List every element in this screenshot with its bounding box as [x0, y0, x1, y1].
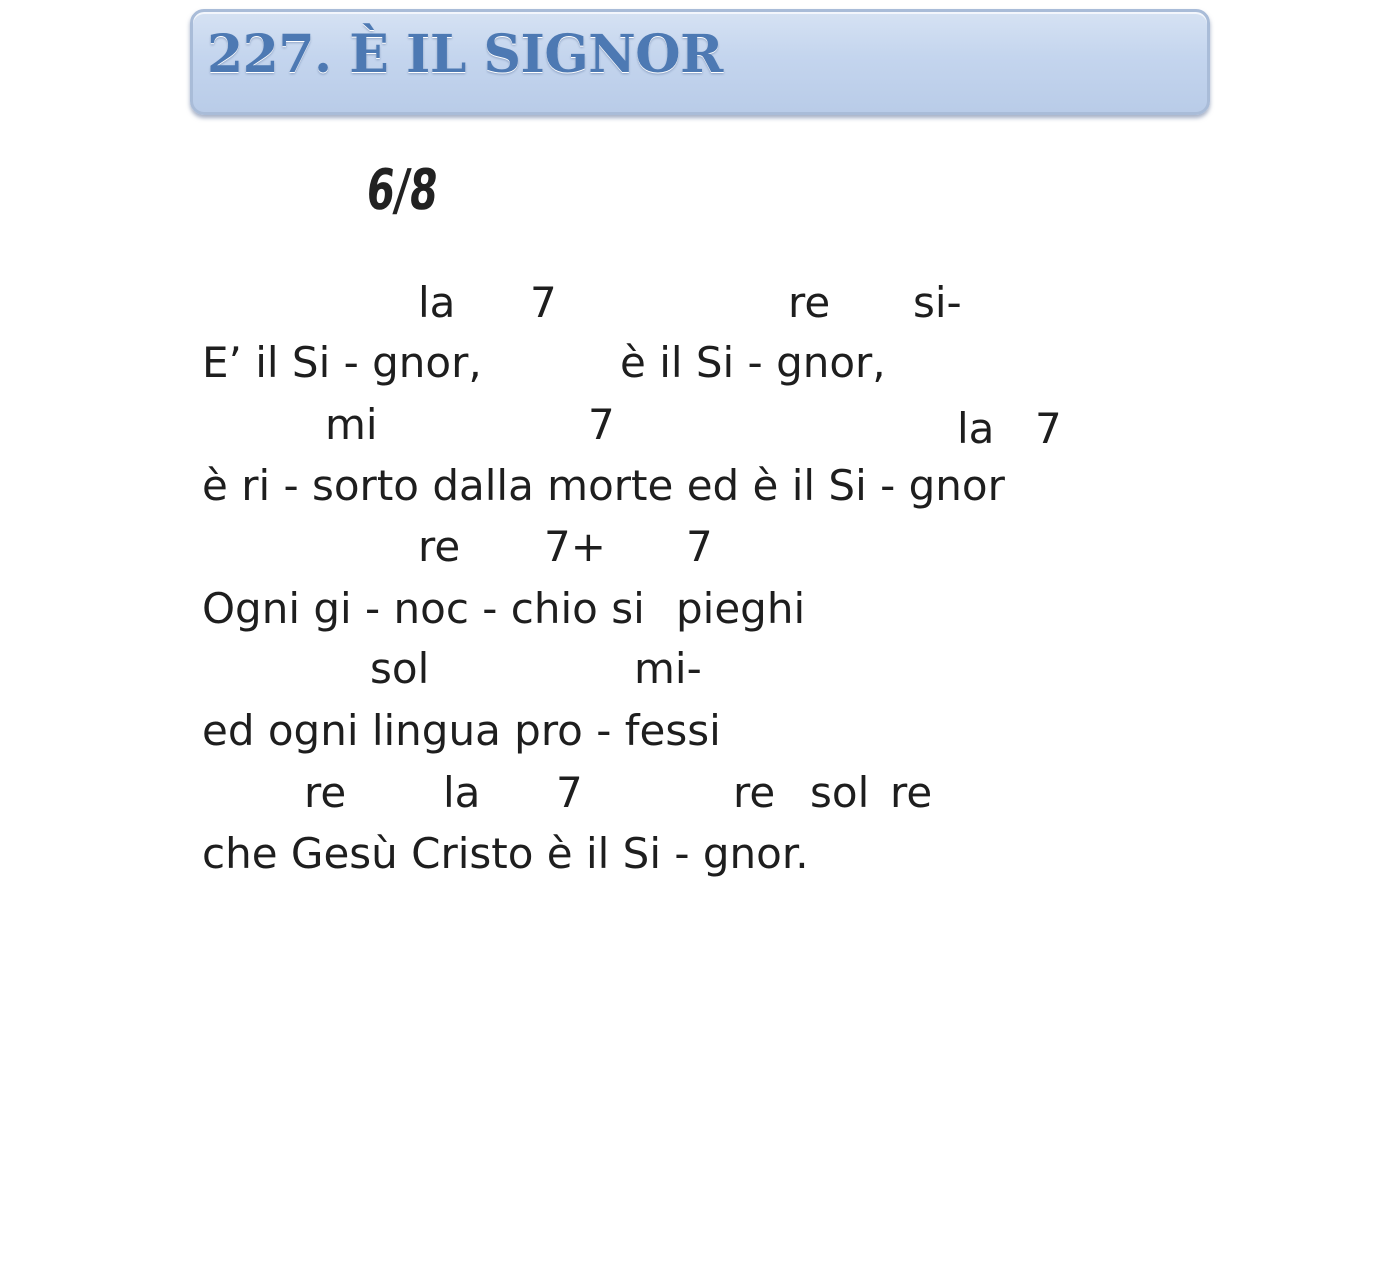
chord: la	[443, 768, 481, 817]
lyric-line: E’ il Si - gnor,	[202, 338, 482, 387]
chord: sol	[370, 644, 430, 693]
lyric-line: che Gesù Cristo è il Si - gnor.	[202, 829, 809, 878]
lyric-line: Ogni gi - noc - chio si	[202, 584, 645, 633]
chord: la	[418, 278, 456, 327]
chord: re	[733, 768, 776, 817]
chord: sol	[810, 768, 870, 817]
chord: mi	[325, 400, 378, 449]
chord: 7	[1035, 404, 1062, 453]
chord: re	[890, 768, 933, 817]
lyric-line: è ri - sorto dalla morte ed è il Si - gnor	[202, 461, 1005, 510]
lyric-line: pieghi	[676, 584, 806, 633]
lyric-line: ed ogni lingua pro - fessi	[202, 706, 721, 755]
chord: 7+	[544, 522, 606, 571]
song-title: 227. È IL SIGNOR	[207, 24, 723, 85]
chord: re	[304, 768, 347, 817]
chord: 7	[588, 400, 615, 449]
time-signature: 6/8	[363, 158, 441, 223]
chord: 7	[686, 522, 713, 571]
lyric-line: è il Si - gnor,	[620, 338, 886, 387]
song-title-banner	[190, 9, 1210, 115]
chord: si-	[913, 278, 962, 327]
chord: mi-	[634, 644, 702, 693]
chord: re	[788, 278, 831, 327]
chord: re	[418, 522, 461, 571]
chord: 7	[530, 278, 557, 327]
chord: la	[957, 404, 995, 453]
chord: 7	[556, 768, 583, 817]
